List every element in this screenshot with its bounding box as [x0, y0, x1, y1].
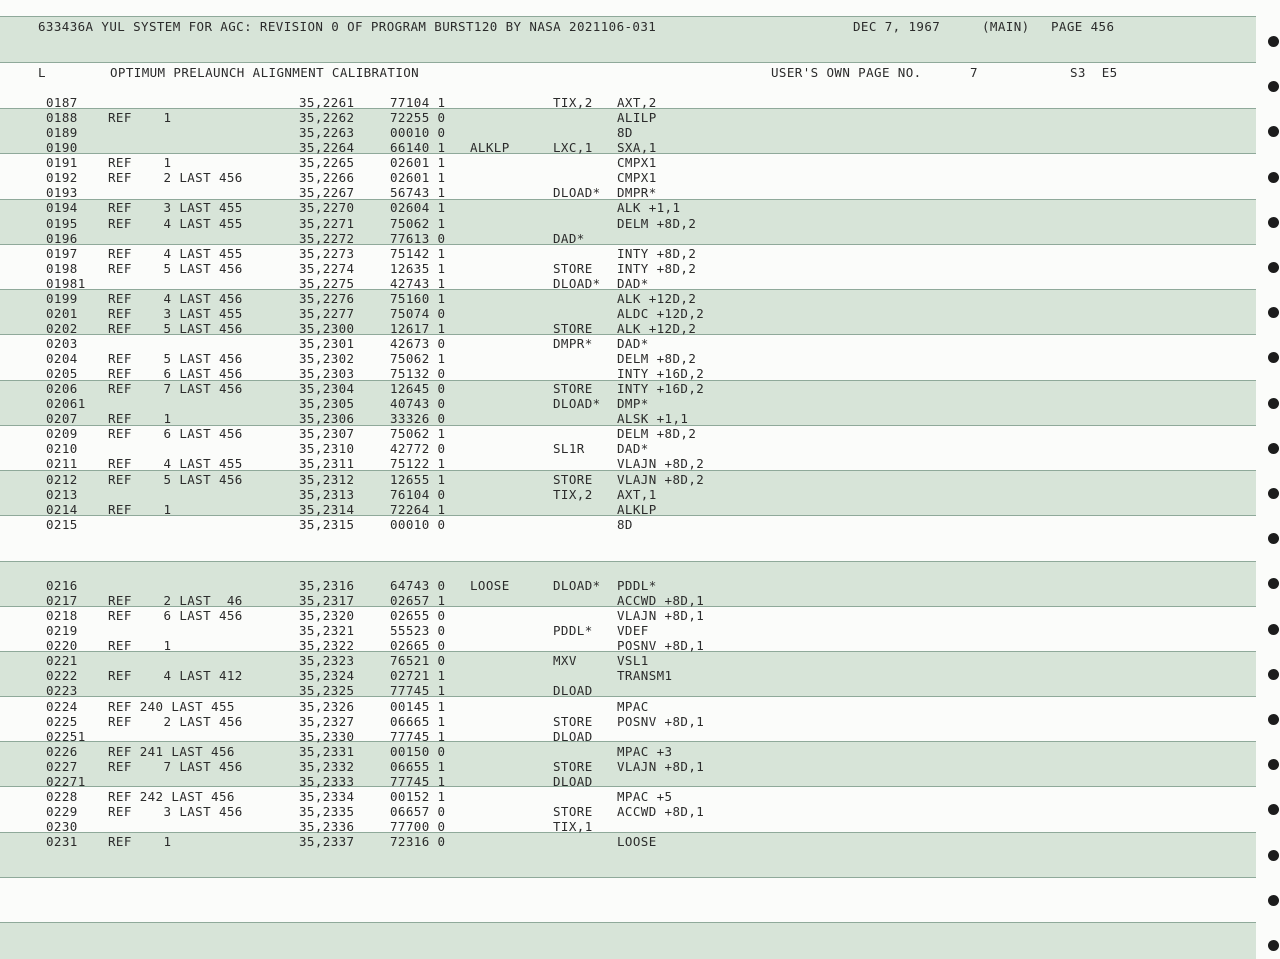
cell-address: 35,2327	[299, 713, 355, 729]
cell-word: 02601 1	[390, 170, 446, 186]
cell-word: 02604 1	[390, 200, 446, 216]
cell-address: 35,2314	[299, 501, 355, 517]
cell-operand: POSNV +8D,1	[617, 713, 705, 729]
section-title: OPTIMUM PRELAUNCH ALIGNMENT CALIBRATION	[110, 65, 420, 80]
cell-address: 35,2277	[299, 305, 355, 321]
cell-address: 35,2262	[299, 110, 355, 126]
cell-opcode: LXC,1	[553, 140, 593, 156]
cell-address: 35,2331	[299, 743, 355, 759]
cell-line: 0215	[46, 516, 78, 532]
sprocket-hole	[1268, 352, 1279, 363]
cell-operand: ACCWD +8D,1	[617, 803, 705, 819]
page-number: PAGE 456	[1051, 19, 1115, 34]
cell-address: 35,2270	[299, 200, 355, 216]
cell-opcode: TIX,2	[553, 486, 593, 502]
cell-ref: REF 1	[108, 411, 172, 427]
cell-address: 35,2330	[299, 728, 355, 744]
cell-line: 0204	[46, 351, 78, 366]
cell-operand: DELM +8D,2	[617, 215, 697, 231]
main-label: (MAIN)	[982, 19, 1030, 34]
cell-opcode: DLOAD	[553, 773, 593, 789]
cell-address: 35,2334	[299, 788, 355, 804]
cell-address: 35,2324	[299, 668, 355, 684]
cell-line: 0189	[46, 125, 78, 141]
cell-word: 77613 0	[390, 230, 446, 246]
cell-address: 35,2266	[299, 170, 355, 186]
cell-operand: VLAJN +8D,1	[617, 758, 705, 774]
cell-ref: REF 4 LAST 455	[108, 245, 243, 261]
cell-address: 35,2317	[299, 593, 355, 609]
cell-ref: REF 6 LAST 456	[108, 426, 243, 442]
cell-word: 56743 1	[390, 185, 446, 201]
cell-operand: VLAJN +8D,2	[617, 471, 705, 487]
cell-word: 00145 1	[390, 698, 446, 714]
cell-operand: DAD*	[617, 275, 649, 291]
cell-ref: REF 6 LAST 456	[108, 366, 243, 382]
cell-operand: ALSK +1,1	[617, 411, 689, 427]
cell-word: 76521 0	[390, 653, 446, 669]
cell-line: 0190	[46, 140, 78, 156]
log-marker: L	[38, 65, 46, 80]
cell-word: 55523 0	[390, 623, 446, 639]
sprocket-hole	[1268, 81, 1279, 92]
cell-word: 00152 1	[390, 788, 446, 804]
cell-address: 35,2325	[299, 683, 355, 699]
cell-line: 02251	[46, 728, 86, 744]
cell-word: 72255 0	[390, 110, 446, 126]
cell-word: 77745 1	[390, 773, 446, 789]
cell-address: 35,2323	[299, 653, 355, 669]
cell-word: 77104 1	[390, 95, 446, 110]
cell-operand: DAD*	[617, 336, 649, 351]
cell-word: 42743 1	[390, 275, 446, 291]
cell-operand: ALK +1,1	[617, 200, 681, 216]
cell-address: 35,2313	[299, 486, 355, 502]
cell-word: 06665 1	[390, 713, 446, 729]
cell-word: 02721 1	[390, 668, 446, 684]
cell-word: 02665 0	[390, 638, 446, 654]
cell-operand: INTY +8D,2	[617, 245, 697, 261]
cell-word: 72264 1	[390, 501, 446, 517]
cell-line: 0212	[46, 471, 78, 487]
revision-codes: S3 E5	[1070, 65, 1118, 80]
cell-ref: REF 240 LAST 455	[108, 698, 235, 714]
cell-address: 35,2315	[299, 516, 355, 532]
cell-word: 40743 0	[390, 396, 446, 412]
cell-line: 0218	[46, 608, 78, 624]
sprocket-hole	[1268, 172, 1279, 183]
cell-ref: REF 4 LAST 455	[108, 456, 243, 472]
cell-operand: PDDL*	[617, 578, 657, 593]
cell-opcode: DLOAD*	[553, 185, 601, 201]
cell-operand: SXA,1	[617, 140, 657, 156]
cell-ref: REF 2 LAST 456	[108, 713, 243, 729]
cell-operand: VLAJN +8D,2	[617, 456, 705, 472]
cell-word: 64743 0	[390, 578, 446, 593]
cell-word: 75160 1	[390, 290, 446, 306]
sprocket-hole	[1268, 262, 1279, 273]
cell-line: 0198	[46, 260, 78, 276]
cell-ref: REF 5 LAST 456	[108, 351, 243, 366]
cell-operand: INTY +16D,2	[617, 381, 705, 397]
sprocket-hole	[1268, 36, 1279, 47]
cell-word: 72316 0	[390, 834, 446, 849]
cell-ref: REF 7 LAST 456	[108, 381, 243, 397]
cell-line: 0228	[46, 788, 78, 804]
cell-operand: MPAC	[617, 698, 649, 714]
cell-address: 35,2273	[299, 245, 355, 261]
cell-line: 0194	[46, 200, 78, 216]
sprocket-hole	[1268, 714, 1279, 725]
cell-operand: LOOSE	[617, 834, 657, 849]
cell-line: 0214	[46, 501, 78, 517]
cell-address: 35,2305	[299, 396, 355, 412]
cell-word: 02601 1	[390, 155, 446, 171]
cell-operand: INTY +16D,2	[617, 366, 705, 382]
cell-ref: REF 4 LAST 412	[108, 668, 243, 684]
sprocket-hole	[1268, 533, 1279, 544]
cell-word: 12645 0	[390, 381, 446, 397]
cell-operand: DELM +8D,2	[617, 426, 697, 442]
cell-word: 00010 0	[390, 516, 446, 532]
cell-ref: REF 5 LAST 456	[108, 471, 243, 487]
cell-ref: REF 5 LAST 456	[108, 320, 243, 336]
cell-operand: MPAC +5	[617, 788, 673, 804]
cell-word: 12655 1	[390, 471, 446, 487]
cell-word: 00010 0	[390, 125, 446, 141]
cell-opcode: STORE	[553, 320, 593, 336]
cell-line: 0216	[46, 578, 78, 593]
cell-word: 00150 0	[390, 743, 446, 759]
cell-word: 12617 1	[390, 320, 446, 336]
cell-line: 0188	[46, 110, 78, 126]
users-page-label: USER'S OWN PAGE NO.	[771, 65, 922, 80]
cell-ref: REF 242 LAST 456	[108, 788, 235, 804]
sprocket-hole	[1268, 578, 1279, 589]
cell-address: 35,2310	[299, 441, 355, 457]
cell-address: 35,2264	[299, 140, 355, 156]
sprocket-hole	[1268, 759, 1279, 770]
cell-address: 35,2275	[299, 275, 355, 291]
cell-address: 35,2312	[299, 471, 355, 487]
cell-line: 0221	[46, 653, 78, 669]
cell-opcode: TIX,2	[553, 95, 593, 110]
cell-operand: POSNV +8D,1	[617, 638, 705, 654]
cell-line: 0219	[46, 623, 78, 639]
cell-line: 0230	[46, 819, 78, 834]
cell-word: 42673 0	[390, 336, 446, 351]
sprocket-hole	[1268, 624, 1279, 635]
cell-line: 0187	[46, 95, 78, 110]
cell-operand: CMPX1	[617, 170, 657, 186]
cell-address: 35,2271	[299, 215, 355, 231]
cell-ref: REF 4 LAST 455	[108, 215, 243, 231]
sprocket-hole	[1268, 940, 1279, 951]
cell-opcode: DLOAD*	[553, 275, 601, 291]
cell-line: 0205	[46, 366, 78, 382]
cell-opcode: STORE	[553, 803, 593, 819]
cell-line: 0229	[46, 803, 78, 819]
cell-line: 0227	[46, 758, 78, 774]
tractor-feed-edge	[1256, 0, 1280, 959]
cell-line: 0220	[46, 638, 78, 654]
cell-opcode: STORE	[553, 471, 593, 487]
cell-line: 0193	[46, 185, 78, 201]
cell-operand: ALK +12D,2	[617, 320, 697, 336]
cell-word: 02657 1	[390, 593, 446, 609]
cell-word: 75132 0	[390, 366, 446, 382]
cell-opcode: DAD*	[553, 230, 585, 246]
cell-operand: TRANSM1	[617, 668, 673, 684]
cell-line: 02061	[46, 396, 86, 412]
cell-line: 0226	[46, 743, 78, 759]
cell-ref: REF 1	[108, 155, 172, 171]
cell-opcode: DLOAD	[553, 683, 593, 699]
cell-line: 0192	[46, 170, 78, 186]
cell-opcode: STORE	[553, 381, 593, 397]
sprocket-hole	[1268, 307, 1279, 318]
cell-word: 75062 1	[390, 351, 446, 366]
sprocket-hole	[1268, 126, 1279, 137]
cell-ref: REF 1	[108, 501, 172, 517]
cell-operand: ALKLP	[617, 501, 657, 517]
cell-line: 0213	[46, 486, 78, 502]
cell-opcode: DLOAD*	[553, 578, 601, 593]
cell-address: 35,2335	[299, 803, 355, 819]
cell-word: 76104 0	[390, 486, 446, 502]
cell-line: 0202	[46, 320, 78, 336]
sprocket-hole	[1268, 488, 1279, 499]
cell-address: 35,2336	[299, 819, 355, 834]
cell-opcode: PDDL*	[553, 623, 593, 639]
cell-ref: REF 3 LAST 455	[108, 305, 243, 321]
cell-operand: 8D	[617, 516, 633, 532]
green-bar	[0, 922, 1256, 959]
cell-word: 77700 0	[390, 819, 446, 834]
sprocket-hole	[1268, 217, 1279, 228]
cell-address: 35,2333	[299, 773, 355, 789]
cell-line: 02271	[46, 773, 86, 789]
cell-opcode: MXV	[553, 653, 577, 669]
cell-label: LOOSE	[470, 578, 510, 593]
cell-address: 35,2307	[299, 426, 355, 442]
sprocket-hole	[1268, 398, 1279, 409]
cell-word: 75062 1	[390, 426, 446, 442]
cell-address: 35,2261	[299, 95, 355, 110]
cell-address: 35,2322	[299, 638, 355, 654]
cell-address: 35,2332	[299, 758, 355, 774]
cell-opcode: SL1R	[553, 441, 585, 457]
cell-operand: MPAC +3	[617, 743, 673, 759]
cell-ref: REF 241 LAST 456	[108, 743, 235, 759]
cell-ref: REF 1	[108, 834, 172, 849]
cell-word: 77745 1	[390, 683, 446, 699]
cell-ref: REF 1	[108, 110, 172, 126]
cell-line: 0224	[46, 698, 78, 714]
cell-operand: VLAJN +8D,1	[617, 608, 705, 624]
cell-word: 06655 1	[390, 758, 446, 774]
cell-line: 0225	[46, 713, 78, 729]
cell-line: 0209	[46, 426, 78, 442]
cell-word: 75062 1	[390, 215, 446, 231]
sprocket-hole	[1268, 804, 1279, 815]
cell-line: 0191	[46, 155, 78, 171]
users-page-number: 7	[970, 65, 978, 80]
cell-address: 35,2303	[299, 366, 355, 382]
cell-address: 35,2267	[299, 185, 355, 201]
cell-word: 02655 0	[390, 608, 446, 624]
cell-opcode: STORE	[553, 713, 593, 729]
cell-word: 75122 1	[390, 456, 446, 472]
cell-line: 01981	[46, 275, 86, 291]
cell-ref: REF 5 LAST 456	[108, 260, 243, 276]
cell-address: 35,2337	[299, 834, 355, 849]
cell-opcode: DMPR*	[553, 336, 593, 351]
sprocket-hole	[1268, 850, 1279, 861]
cell-line: 0217	[46, 593, 78, 609]
cell-word: 12635 1	[390, 260, 446, 276]
cell-word: 33326 0	[390, 411, 446, 427]
cell-address: 35,2304	[299, 381, 355, 397]
sprocket-hole	[1268, 895, 1279, 906]
cell-ref: REF 3 LAST 456	[108, 803, 243, 819]
cell-line: 0197	[46, 245, 78, 261]
cell-address: 35,2274	[299, 260, 355, 276]
print-date: DEC 7, 1967	[853, 19, 941, 34]
cell-operand: CMPX1	[617, 155, 657, 171]
cell-line: 0199	[46, 290, 78, 306]
cell-ref: REF 6 LAST 456	[108, 608, 243, 624]
cell-operand: AXT,2	[617, 95, 657, 110]
cell-ref: REF 7 LAST 456	[108, 758, 243, 774]
cell-operand: DMP*	[617, 396, 649, 412]
cell-line: 0203	[46, 336, 78, 351]
cell-opcode: STORE	[553, 758, 593, 774]
cell-word: 75142 1	[390, 245, 446, 261]
cell-opcode: STORE	[553, 260, 593, 276]
cell-opcode: TIX,1	[553, 819, 593, 834]
cell-ref: REF 4 LAST 456	[108, 290, 243, 306]
cell-operand: 8D	[617, 125, 633, 141]
cell-address: 35,2265	[299, 155, 355, 171]
listing-title: 633436A YUL SYSTEM FOR AGC: REVISION 0 OF PROGRAM BURST120 BY NASA 2021106-031	[38, 19, 657, 34]
cell-line: 0223	[46, 683, 78, 699]
cell-word: 06657 0	[390, 803, 446, 819]
cell-operand: DELM +8D,2	[617, 351, 697, 366]
cell-line: 0195	[46, 215, 78, 231]
cell-label: ALKLP	[470, 140, 510, 156]
cell-address: 35,2311	[299, 456, 355, 472]
cell-address: 35,2306	[299, 411, 355, 427]
cell-word: 42772 0	[390, 441, 446, 457]
cell-address: 35,2272	[299, 230, 355, 246]
cell-operand: VSL1	[617, 653, 649, 669]
cell-word: 75074 0	[390, 305, 446, 321]
cell-word: 66140 1	[390, 140, 446, 156]
cell-line: 0211	[46, 456, 78, 472]
cell-address: 35,2276	[299, 290, 355, 306]
cell-opcode: DLOAD*	[553, 396, 601, 412]
cell-ref: REF 3 LAST 455	[108, 200, 243, 216]
cell-line: 0231	[46, 834, 78, 849]
cell-operand: INTY +8D,2	[617, 260, 697, 276]
cell-operand: ACCWD +8D,1	[617, 593, 705, 609]
cell-address: 35,2301	[299, 336, 355, 351]
cell-line: 0206	[46, 381, 78, 397]
cell-address: 35,2320	[299, 608, 355, 624]
cell-operand: ALDC +12D,2	[617, 305, 705, 321]
cell-address: 35,2302	[299, 351, 355, 366]
cell-operand: DAD*	[617, 441, 649, 457]
cell-line: 0201	[46, 305, 78, 321]
cell-ref: REF 2 LAST 456	[108, 170, 243, 186]
cell-address: 35,2326	[299, 698, 355, 714]
cell-ref: REF 2 LAST 46	[108, 593, 243, 609]
cell-address: 35,2263	[299, 125, 355, 141]
sprocket-hole	[1268, 443, 1279, 454]
cell-line: 0222	[46, 668, 78, 684]
cell-address: 35,2316	[299, 578, 355, 593]
cell-operand: AXT,1	[617, 486, 657, 502]
cell-line: 0207	[46, 411, 78, 427]
cell-word: 77745 1	[390, 728, 446, 744]
cell-address: 35,2321	[299, 623, 355, 639]
cell-operand: DMPR*	[617, 185, 657, 201]
cell-operand: VDEF	[617, 623, 649, 639]
cell-opcode: DLOAD	[553, 728, 593, 744]
sprocket-hole	[1268, 669, 1279, 680]
cell-address: 35,2300	[299, 320, 355, 336]
cell-ref: REF 1	[108, 638, 172, 654]
cell-line: 0196	[46, 230, 78, 246]
cell-line: 0210	[46, 441, 78, 457]
cell-operand: ALK +12D,2	[617, 290, 697, 306]
cell-operand: ALILP	[617, 110, 657, 126]
